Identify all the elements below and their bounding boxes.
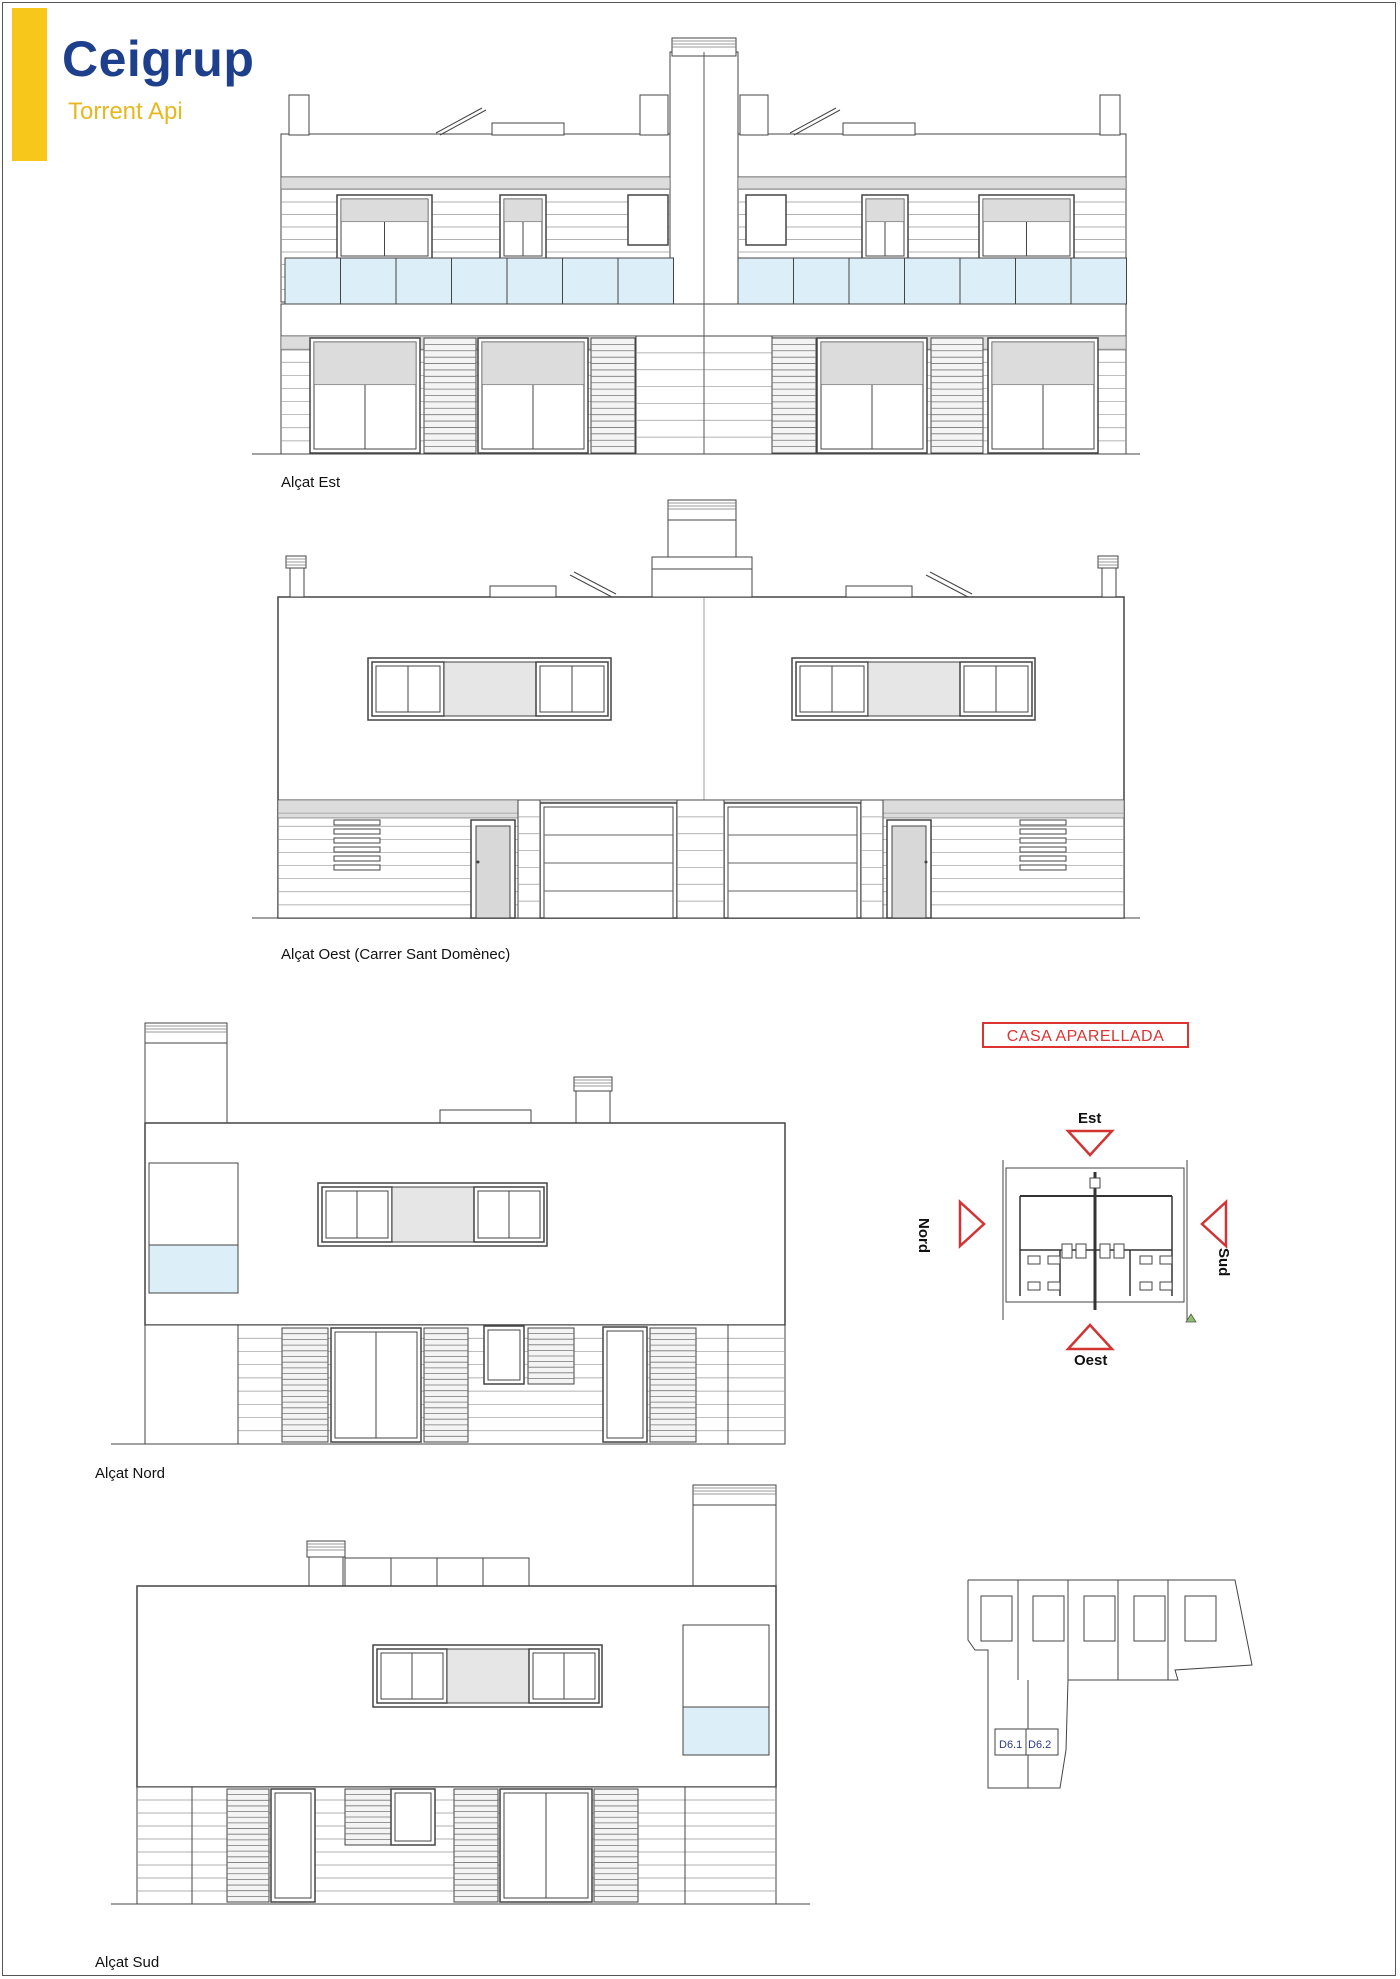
house-footprint [1033, 1596, 1064, 1641]
house-footprint [981, 1596, 1012, 1641]
caption-alcat-nord: Alçat Nord [95, 1465, 166, 1482]
logo-title: Ceigrup [62, 31, 255, 87]
house-footprint [1084, 1596, 1115, 1641]
lot-label-d62: D6.2 [1028, 1739, 1052, 1751]
caption-alcat-sud: Alçat Sud [95, 1954, 160, 1971]
direction-label-est: Est [1078, 1110, 1102, 1127]
house-footprint [1185, 1596, 1216, 1641]
direction-label-oest: Oest [1074, 1352, 1108, 1369]
caption-alcat-oest: Alçat Oest (Carrer Sant Domènec) [281, 946, 511, 963]
logo-subtitle: Torrent Api [68, 98, 183, 125]
caption-alcat-est: Alçat Est [281, 474, 341, 491]
direction-label-sud: Sud [1215, 1248, 1232, 1277]
lot-label-d61: D6.1 [999, 1739, 1023, 1751]
direction-label-nord: Nord [915, 1218, 932, 1253]
casa-aparellada-stamp: CASA APARELLADA [982, 1022, 1189, 1048]
house-footprint [1134, 1596, 1165, 1641]
